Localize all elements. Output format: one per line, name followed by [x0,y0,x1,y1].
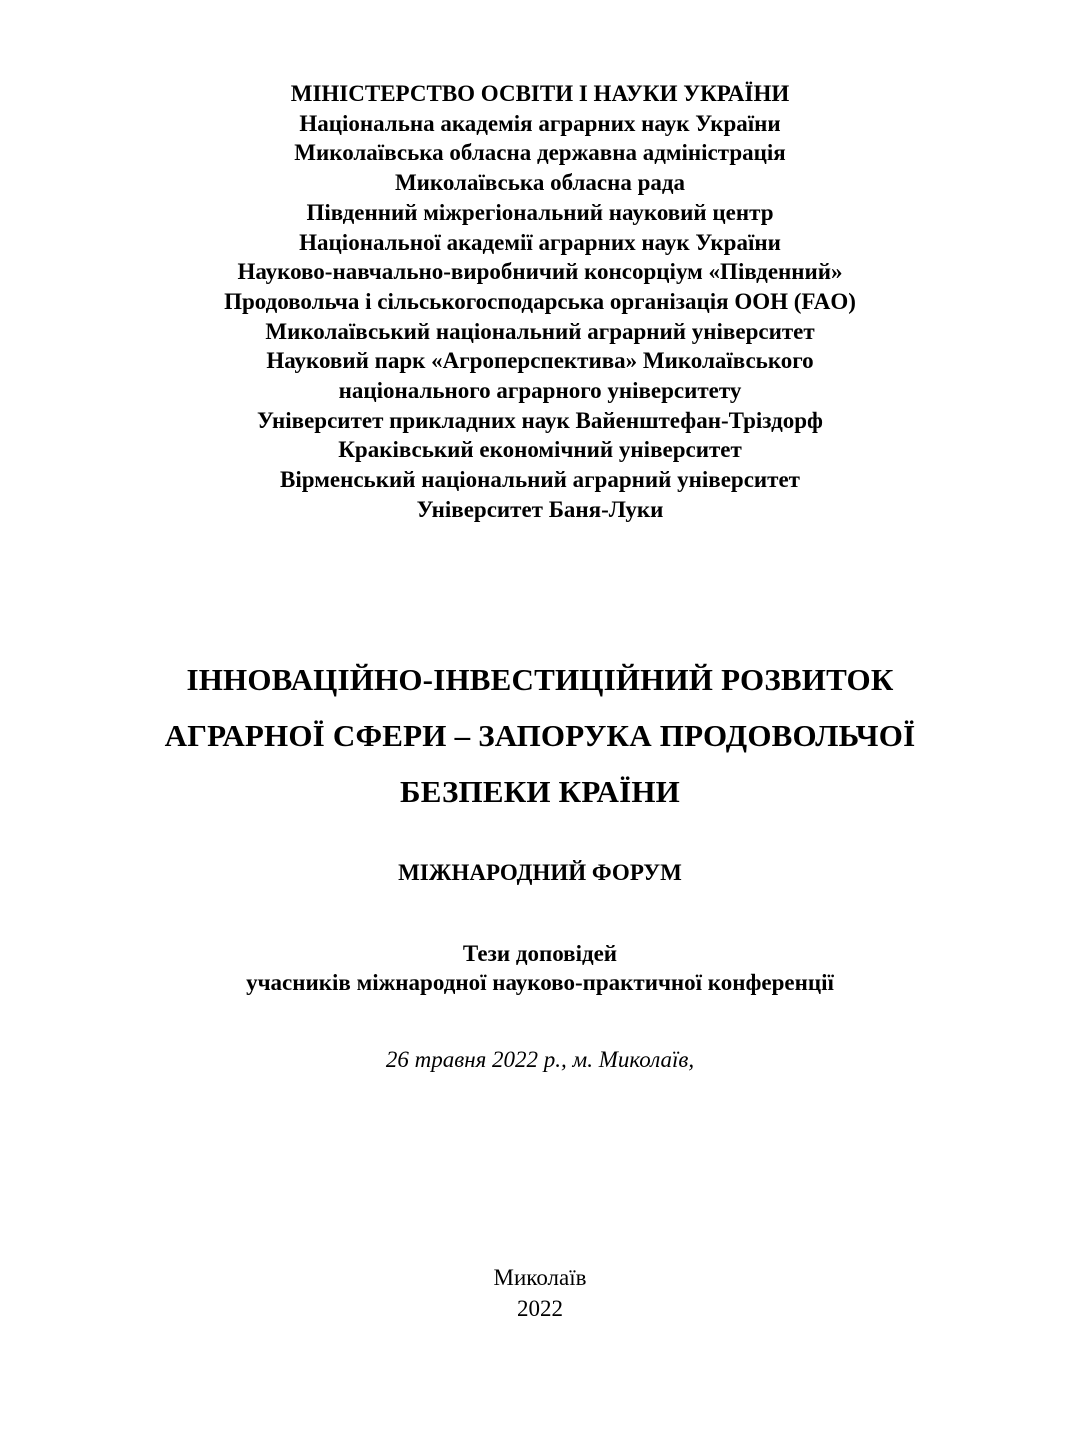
organization-line: Краківський економічний університет [338,437,742,463]
organization-line: Миколаївський національний аграрний університет [265,318,815,344]
document-title-line: АГРАРНОЇ СФЕРИ – ЗАПОРУКА ПРОДОВОЛЬЧОЇ [164,718,916,753]
organization-line: Науковий парк «Агроперспектива» Миколаївського [266,348,814,374]
imprint [0,1262,1080,1324]
organization-line: Університет прикладних наук Вайенштефан-Тріздорф [257,407,823,433]
organization-line: Вірменський національний аграрний університет [280,467,800,493]
organization-line: Продовольча і сільськогосподарська організація ООН (FAO) [224,288,856,314]
organization-line: Південний міжрегіональний науковий центр [306,199,774,225]
organization-line: Миколаївська обласна рада [394,170,686,196]
organization-line: національного аграрного університету [338,378,742,404]
organization-line: Університет Баня-Луки [416,496,664,522]
imprint-year: 2022 [517,1296,563,1321]
organization-line: Науково-навчально-виробничий консорціум «Південний» [237,259,843,285]
organization-line: Національна академія аграрних наук України [299,110,781,136]
organization-line: МІНІСТЕРСТВО ОСВІТИ І НАУКИ УКРАЇНИ [290,81,790,106]
theses-line-2: учасників міжнародної науково-практичної конференції [246,970,834,995]
document-title-line: ІННОВАЦІЙНО-ІНВЕСТИЦІЙНИЙ РОЗВИТОК [186,662,894,697]
organization-line: Миколаївська обласна державна адміністрація [294,140,786,166]
organization-line: Національної академії аграрних наук України [299,229,781,255]
theses-line-1: Тези доповідей [462,941,618,966]
theses-subtitle [0,939,1080,997]
event-type: МІЖНАРОДНИЙ ФОРУМ [398,860,682,885]
date-and-place: 26 травня 2022 р., м. Миколаїв, [385,1047,695,1072]
document-title [0,652,1080,820]
imprint-city: Миколаїв [493,1265,587,1290]
document-title-line: БЕЗПЕКИ КРАЇНИ [400,774,680,809]
organizations-list [0,79,1080,525]
